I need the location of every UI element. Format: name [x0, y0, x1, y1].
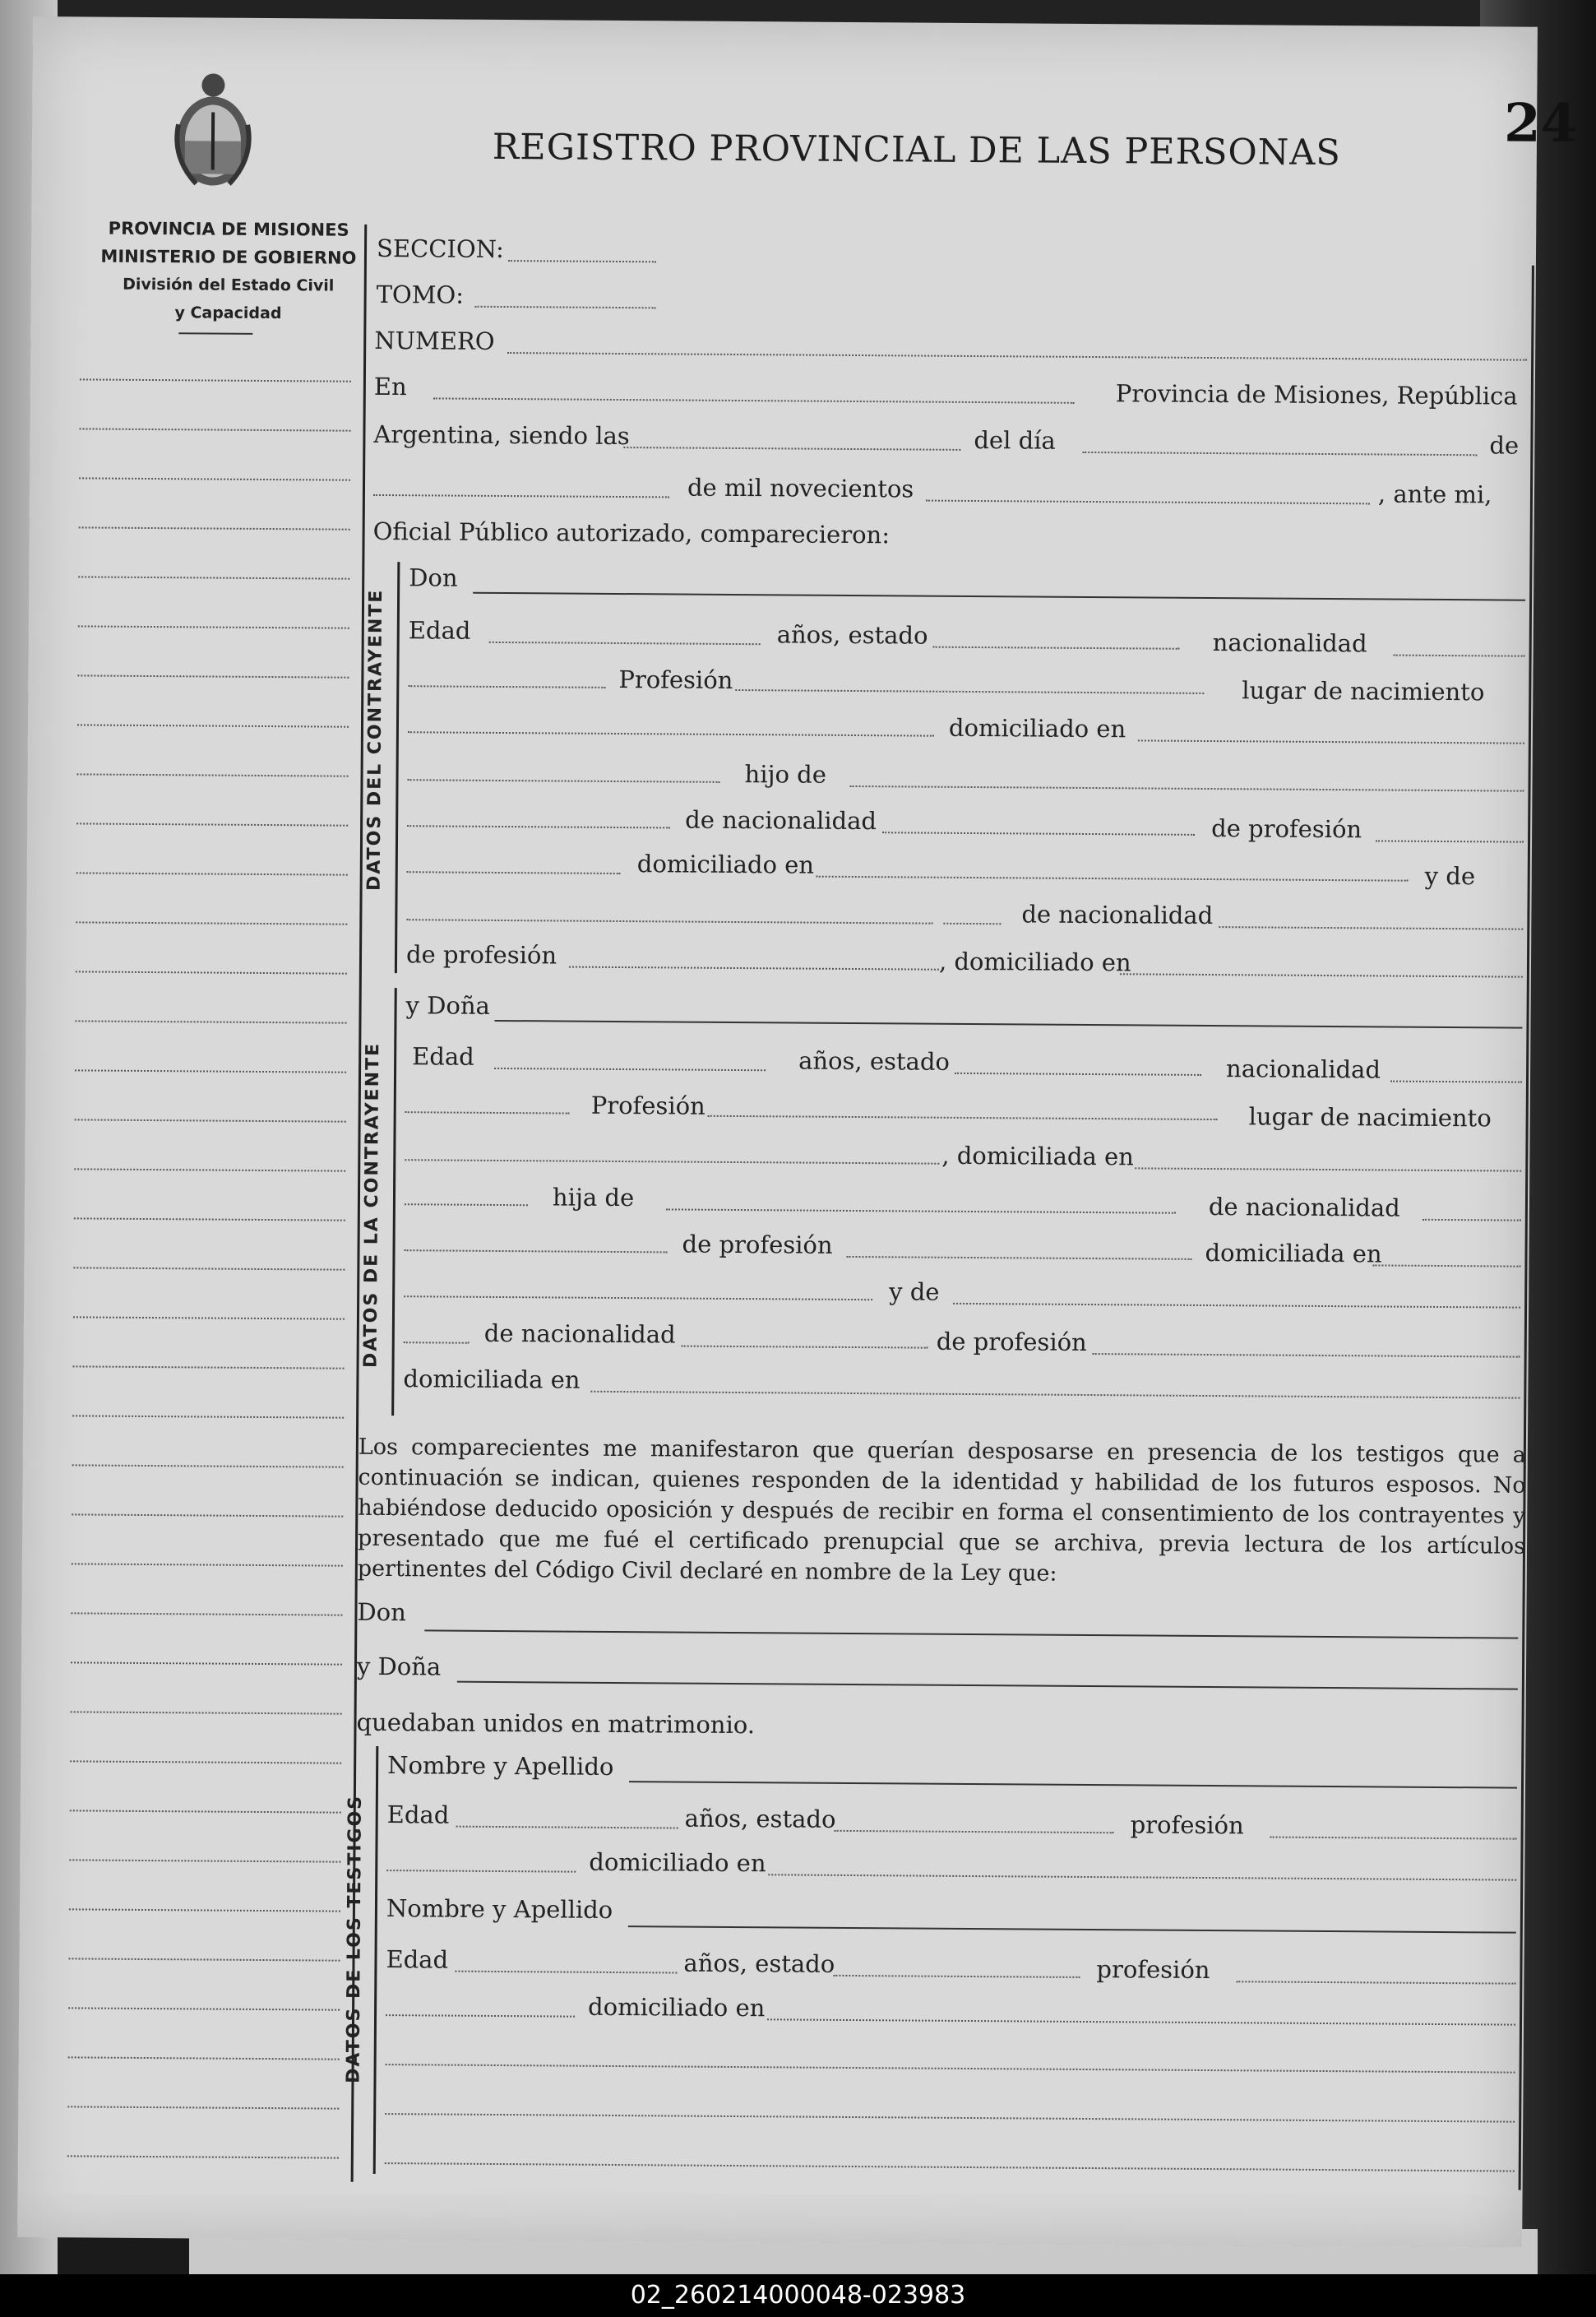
contrayente-bracket [395, 562, 400, 973]
authority-block [88, 214, 368, 327]
domiciliada-label: , domiciliada en [941, 1141, 1134, 1171]
oficial-text: Oficial Público autorizado, comparecieron: [372, 517, 891, 549]
testigo2-nombre-label: Nombre y Apellido [386, 1894, 613, 1924]
anos-estado-f-label: años, estado [798, 1046, 951, 1076]
profesion-f-pre-field[interactable] [405, 1111, 570, 1114]
edad-label: Edad [408, 616, 471, 645]
don-label: Don [409, 563, 458, 592]
padre-f-nacionalidad-cont-field[interactable] [405, 1249, 668, 1253]
padre-field[interactable] [849, 785, 1524, 792]
lugar-nacimiento-f-field[interactable] [405, 1159, 939, 1165]
padre-nacionalidad-field[interactable] [882, 832, 1195, 836]
union-don-field[interactable] [424, 1629, 1518, 1638]
contrayente-section-label: DATOS DEL CONTRAYENTE [363, 588, 387, 892]
testigo2-edad-field[interactable] [455, 1971, 677, 1974]
de-nacionalidad-label-2: de nacionalidad [1021, 900, 1214, 930]
profesion-field[interactable] [735, 689, 1204, 694]
lugar-field[interactable] [433, 397, 1075, 403]
authority-line1: PROVINCIA DE MISIONES [108, 218, 349, 240]
testigo1-domicilio-field[interactable] [768, 1874, 1516, 1880]
ante-mi-label: , ante mi, [1377, 480, 1492, 509]
padre-f-field[interactable] [666, 1208, 1176, 1213]
lugar-nacimiento-field[interactable] [408, 731, 934, 736]
union-dona-label: y Doña [356, 1652, 442, 1681]
madre-field-cont[interactable] [943, 923, 1001, 924]
en-label: En [373, 372, 407, 401]
testigo2-profesion-field[interactable] [1236, 1981, 1515, 1984]
testigo2-anos-estado-label: años, estado [683, 1949, 835, 1978]
de-nacionalidad-f-label-2: de nacionalidad [483, 1318, 676, 1349]
quedaban-text: quedaban unidos en matrimonio. [356, 1708, 756, 1740]
madre-field[interactable] [406, 919, 932, 924]
tomo-field[interactable] [475, 306, 656, 309]
testigo2-estado-field[interactable] [833, 1975, 1080, 1978]
de-profesion-f-label: de profesión [682, 1230, 833, 1259]
profesion-f-field[interactable] [708, 1115, 1218, 1120]
domiciliada-label-3: domiciliada en [403, 1365, 581, 1394]
testigo2-edad-label: Edad [386, 1945, 449, 1974]
domiciliado-label-2: domiciliado en [636, 850, 815, 879]
padre-f-domicilio-field[interactable] [1372, 1264, 1520, 1267]
seccion-field[interactable] [508, 260, 656, 262]
madre-domicilio-field[interactable] [1120, 973, 1523, 977]
profesion-f-label: Profesión [590, 1091, 705, 1120]
extra-line-2[interactable] [385, 2113, 1515, 2123]
authority-line2: MINISTERIO DE GOBIERNO [100, 246, 357, 268]
domicilio-field[interactable] [1138, 739, 1524, 744]
nacionalidad-label: nacionalidad [1212, 628, 1367, 658]
de-profesion-label: de profesión [1211, 814, 1362, 844]
domiciliada-label-2: domiciliada en [1205, 1238, 1382, 1268]
estado-field[interactable] [933, 646, 1180, 650]
numero-label: NUMERO [374, 326, 495, 355]
nacionalidad-field[interactable] [1394, 655, 1525, 657]
de-profesion-f-label-2: de profesión [936, 1327, 1087, 1356]
contrayente-f-bracket [391, 988, 397, 1416]
union-dona-field[interactable] [457, 1681, 1518, 1690]
y-de-label: y de [1424, 861, 1476, 891]
padre-profesion-cont-field[interactable] [407, 871, 621, 874]
domicilio-cont-field[interactable] [408, 779, 720, 783]
testigos-section-label: DATOS DE LOS TESTIGOS [343, 1794, 366, 2083]
page-number: 24 [1503, 92, 1578, 155]
authority-line4: y Capacidad [174, 304, 282, 323]
extra-line-3[interactable] [385, 2162, 1515, 2172]
numero-field[interactable] [507, 352, 1527, 361]
testigo1-profesion-field[interactable] [1270, 1837, 1517, 1840]
testigo2-profesion-label: profesión [1096, 1955, 1210, 1985]
testigo1-edad-field[interactable] [456, 1826, 678, 1829]
testigo1-profesion-label: profesión [1130, 1810, 1244, 1840]
domicilio-f-field[interactable] [1135, 1167, 1521, 1171]
padre-profesion-field[interactable] [1376, 840, 1524, 842]
tomo-label: TOMO: [376, 280, 465, 309]
de-label: de [1489, 431, 1520, 460]
statement-paragraph: Los comparecientes me manifestaron que querían desposarse en presencia de los testigos que a continuación se indican, quienes responden de la identidad y habilidad de los futuros esposos. No habiéndose deducido oposición y después de recibir en forma el consentimiento de los contrayentes y presentado que me fué el certificado prenupcial que se archiva, previa lectura de los artículos pertinentes del Código Civil declaré en nombre de la Ley que: [357, 1434, 1526, 1587]
nacionalidad-f-label: nacionalidad [1225, 1054, 1381, 1084]
authority-line3: División del Estado Civil [123, 275, 335, 295]
anio-field[interactable] [926, 500, 1370, 505]
de-nacionalidad-label: de nacionalidad [685, 805, 877, 836]
image-caption: 02_260214000048-023983 [0, 2274, 1596, 2317]
lugar-nacimiento-f-label: lugar de nacimiento [1248, 1102, 1492, 1133]
estado-f-field[interactable] [955, 1073, 1201, 1076]
de-profesion-label-2: de profesión [405, 940, 557, 970]
madre-f-nacionalidad-field[interactable] [682, 1346, 928, 1349]
testigo1-domiciliado-label: domiciliado en [589, 1847, 766, 1878]
hija-de-label: hija de [552, 1183, 635, 1212]
profesion-pre-field[interactable] [408, 685, 605, 688]
testigo1-estado-field[interactable] [835, 1830, 1114, 1833]
don-name-field[interactable] [473, 592, 1525, 601]
madre-f-domicilio-field[interactable] [590, 1391, 1520, 1399]
domiciliado-label: domiciliado en [948, 713, 1126, 744]
register-page [17, 16, 1578, 2248]
union-don-label: Don [357, 1597, 406, 1627]
edad-field[interactable] [489, 642, 761, 645]
extra-line-1[interactable] [386, 2064, 1515, 2074]
anos-estado-label: años, estado [776, 620, 928, 650]
padre-f-domicilio-cont-field[interactable] [404, 1295, 872, 1300]
seccion-label: SECCION: [376, 234, 504, 264]
testigo2-nombre-field[interactable] [628, 1925, 1516, 1934]
mes-field[interactable] [373, 494, 669, 498]
padre-domicilio-field[interactable] [817, 876, 1409, 882]
testigo1-nombre-field[interactable] [629, 1781, 1517, 1789]
page-title: REGISTRO PROVINCIAL DE LAS PERSONAS [492, 126, 1342, 174]
argentina-text: Argentina, siendo las [373, 419, 630, 451]
testigo1-anos-estado-label: años, estado [684, 1804, 836, 1833]
de-nacionalidad-f-label: de nacionalidad [1208, 1193, 1400, 1222]
dona-name-field[interactable] [494, 1020, 1522, 1029]
authority-underline [178, 332, 252, 335]
hijo-de-label: hijo de [744, 760, 827, 789]
padre-f-nacionalidad-field[interactable] [1423, 1219, 1521, 1221]
testigo1-profesion-cont-field[interactable] [386, 1870, 576, 1873]
dia-field[interactable] [1082, 452, 1477, 456]
testigo2-domicilio-field[interactable] [767, 2018, 1515, 2025]
hora-field[interactable] [623, 447, 960, 451]
edad-f-label: Edad [412, 1042, 474, 1071]
mil-novecientos-label: de mil novecientos [687, 473, 914, 503]
testigo2-profesion-cont-field[interactable] [386, 2014, 575, 2018]
testigo1-nombre-label: Nombre y Apellido [387, 1751, 614, 1781]
testigos-bracket [373, 1746, 379, 2174]
padre-f-profesion-field[interactable] [846, 1256, 1191, 1260]
testigo2-domiciliado-label: domiciliado en [588, 1992, 766, 2023]
coat-of-arms-icon [163, 67, 262, 195]
edad-f-field[interactable] [494, 1068, 766, 1071]
domicilio-f-cont-field[interactable] [405, 1203, 528, 1206]
lugar-nacimiento-label: lugar de nacimiento [1242, 676, 1485, 707]
provincia-text: Provincia de Misiones, República [1115, 379, 1518, 410]
madre-f-field[interactable] [953, 1303, 1520, 1309]
padre-cont-field[interactable] [407, 825, 670, 828]
madre-f-cont-field[interactable] [404, 1342, 470, 1344]
domiciliado-label-3: , domiciliado en [938, 947, 1131, 977]
testigo1-edad-label: Edad [386, 1800, 450, 1829]
y-dona-label: y Doña [405, 991, 491, 1020]
y-de-f-label: y de [889, 1277, 940, 1306]
profesion-label: Profesión [618, 665, 733, 694]
madre-profesion-field[interactable] [569, 966, 939, 971]
madre-nacionalidad-field[interactable] [1219, 926, 1523, 930]
nacionalidad-f-field[interactable] [1390, 1081, 1522, 1083]
del-dia-label: del día [974, 426, 1056, 455]
contrayente-f-section-label: DATOS DE LA CONTRAYENTE [360, 1041, 384, 1368]
madre-f-profesion-field[interactable] [1093, 1353, 1520, 1358]
